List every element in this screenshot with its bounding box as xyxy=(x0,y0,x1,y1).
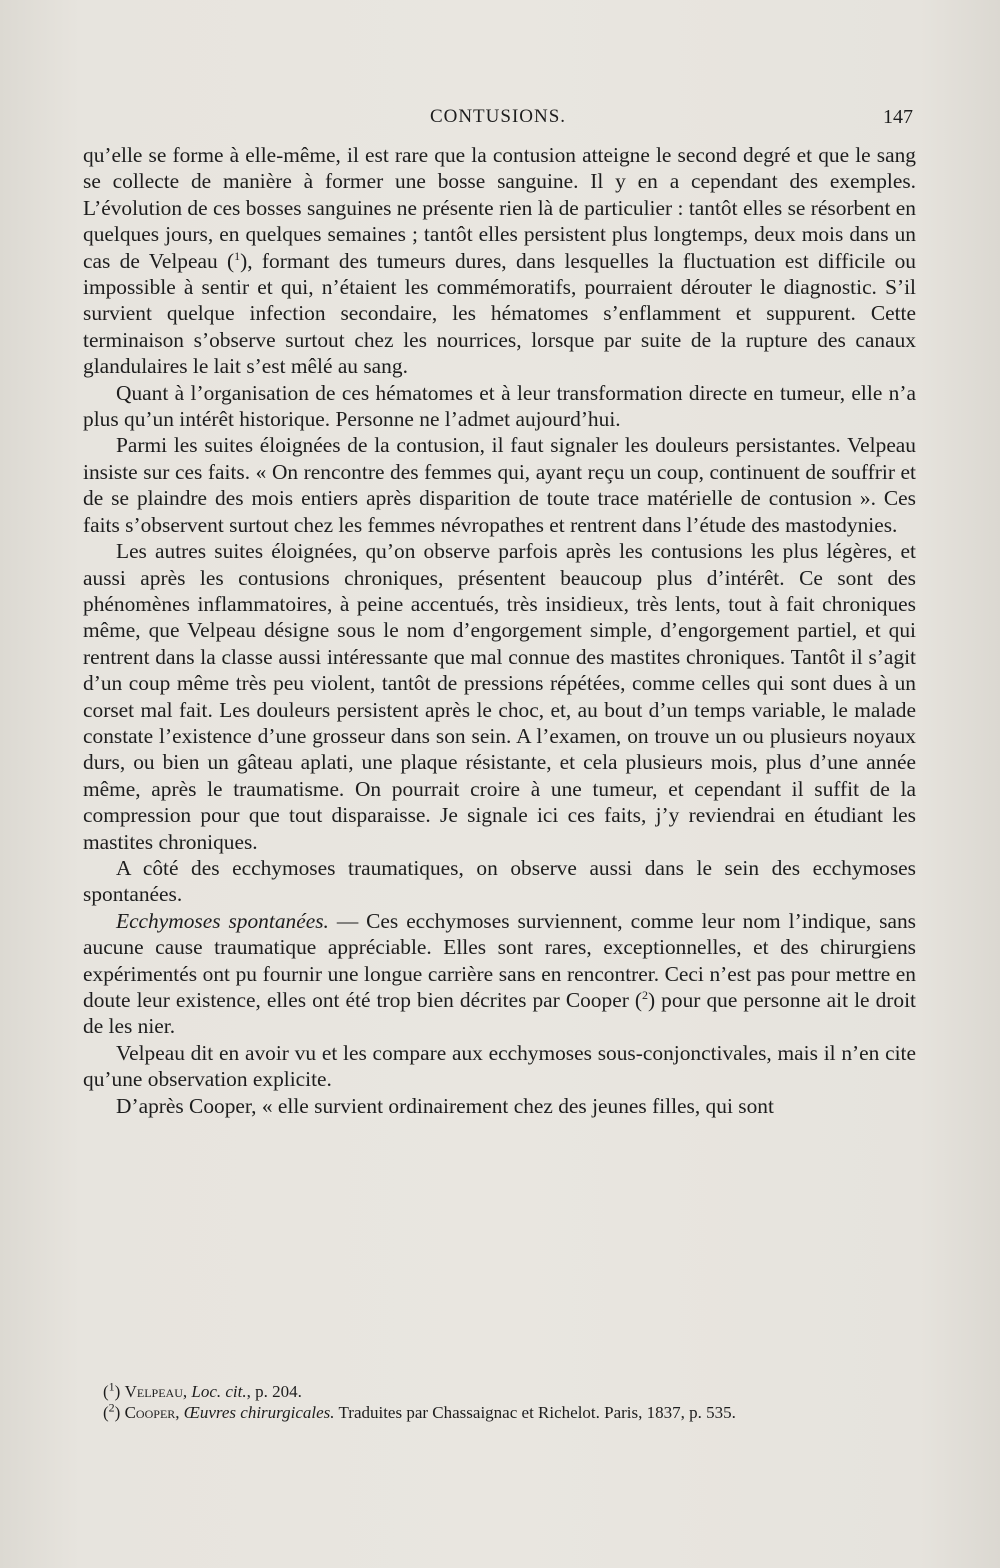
footnotes xyxy=(83,1381,916,1423)
paragraph-5: A côté des ecchymoses traumatiques, on observe aussi dans le sein des ecchymoses spontanées. xyxy=(83,855,916,907)
paragraph-6-text: — Ces ecchymoses surviennent, comme leur nom l’indique, sans aucune cause traumatique appréciable. Elles sont rares, exceptionnelles, et des chirurgiens expérimentés ont pu fournir une longue carrière sans en rencontrer. Ceci n’est pas pour mettre en doute leur existence, elles ont été trop bien décrites par Cooper ( xyxy=(83,908,916,1012)
footnote-1-sep: , xyxy=(182,1382,192,1401)
footnote-2-author: Cooper xyxy=(124,1403,176,1422)
main-text xyxy=(83,142,916,1119)
paragraph-6-text-cont: ) pour que personne ait le droit de les nier. xyxy=(83,988,916,1039)
footnote-1-author: Velpeau xyxy=(124,1382,183,1401)
running-title: CONTUSIONS. xyxy=(429,106,567,127)
paragraph-4: Les autres suites éloignées, qu’on observe parfois après les contusions les plus légères, et aussi après les contusions chroniques, présentent beaucoup plus d’intérêt. Ce sont des phénomènes inflammatoires, à peine accentués, très insidieux, très lents, tout à fait chroniques même, que Velpeau désigne sous le nom d’engorgement simple, d’engorgement partiel, et qui rentrent dans la classe aussi intéressante que mal connue des mastites chroniques. Tantôt il s’agit d’un coup même très peu violent, tantôt de pressions répétées, comme celles qui sont dues à un corset mal fait. Les douleurs persistent après le choc, et, au bout d’un temps variable, le malade constate l’existence d’une grosseur dans son sein. A l’examen, on trouve un ou plusieurs noyaux durs, ou bien un gâteau aplati, une plaque résistante, et cela plusieurs mois, plus d’une année même, après le traumatisme. On pourrait croire à une tumeur, et cependant il suffit de la compression pour que tout disparaisse. Je signale ici ces faits, j’y reviendrai en étudiant les mastites chroniques. xyxy=(83,539,916,854)
footnote-1: ($^1$) Velpeau, Loc. cit., p. 204. xyxy=(103,1379,302,1401)
paragraph-3: Parmi les suites éloignées de la contusion, il faut signaler les douleurs persistantes. Velpeau insiste sur ces faits. « On rencontre des femmes qui, ayant reçu un coup, continuent de souffrir et de se plaindre des mois entiers après disparition de toute trace matérielle de contusion ». Ces faits s’observent surtout chez les femmes névropathes et rentrent dans l’étude des mastodynies. xyxy=(83,433,916,537)
footnote-1-title: Loc. cit. xyxy=(191,1382,247,1401)
section-heading-ecchymoses: Ecchymoses spontanées. xyxy=(116,908,329,933)
footnote-2-mark: 2 xyxy=(108,1400,115,1415)
footnote-1-mark: 1 xyxy=(108,1379,115,1394)
footnote-2-sep: , xyxy=(175,1403,184,1422)
paragraph-7: Velpeau dit en avoir vu et les compare aux ecchymoses sous-conjonctivales, mais il n’en cite qu’une observation explicite. xyxy=(83,1040,916,1092)
paragraph-2: Quant à l’organisation de ces hématomes et à leur transformation directe en tumeur, elle n’a plus qu’un intérêt historique. Personne ne l’admet aujourd’hui. xyxy=(83,380,916,432)
footnote-ref-2: 2 xyxy=(642,987,648,1002)
page-header xyxy=(83,104,913,134)
footnote-2: ($^2$) Cooper, Œuvres chirurgicales. Traduites par Chassaignac et Richelot. Paris, 1837, p. 535. xyxy=(103,1400,736,1422)
footnote-1-rest: , p. 204. xyxy=(246,1382,302,1401)
footnote-2-rest: Traduites par Chassaignac et Richelot. Paris, 1837, p. 535. xyxy=(334,1403,736,1422)
paragraph-6 xyxy=(83,908,916,1040)
footnote-ref-1: 1 xyxy=(234,248,241,263)
footnote-2-title: Œuvres chirurgicales. xyxy=(183,1403,335,1422)
paragraph-1-text: qu’elle se forme à elle-même, il est rare que la contusion atteigne le second degré et que le sang se collecte de manière à former une bosse sanguine. Il y en a cependant des exemples. L’évolution de ces bosses sanguines ne présente rien là de particulier : tantôt elles se résorbent en quelques jours, en quelques semaines ; tantôt elles persistent plus longtemps, deux mois dans un cas de Velpeau ( xyxy=(83,143,916,273)
paragraph-8: D’après Cooper, « elle survient ordinairement chez des jeunes filles, qui sont xyxy=(116,1093,774,1118)
paragraph-1 xyxy=(83,142,916,380)
paragraph-1-text-cont: ), formant des tumeurs dures, dans lesquelles la fluctuation est difficile ou impossible à sentir et qui, n’étaient les commémoratifs, pourraient dérouter le diagnostic. S’il survient quelque infection secondaire, les hématomes s’enflamment et suppurent. Cette terminaison s’observe surtout chez les nourrices, lorsque par suite de la rupture des canaux glandulaires le lait s’est mêlé au sang. xyxy=(83,248,916,379)
page-number: 147 xyxy=(883,106,913,128)
